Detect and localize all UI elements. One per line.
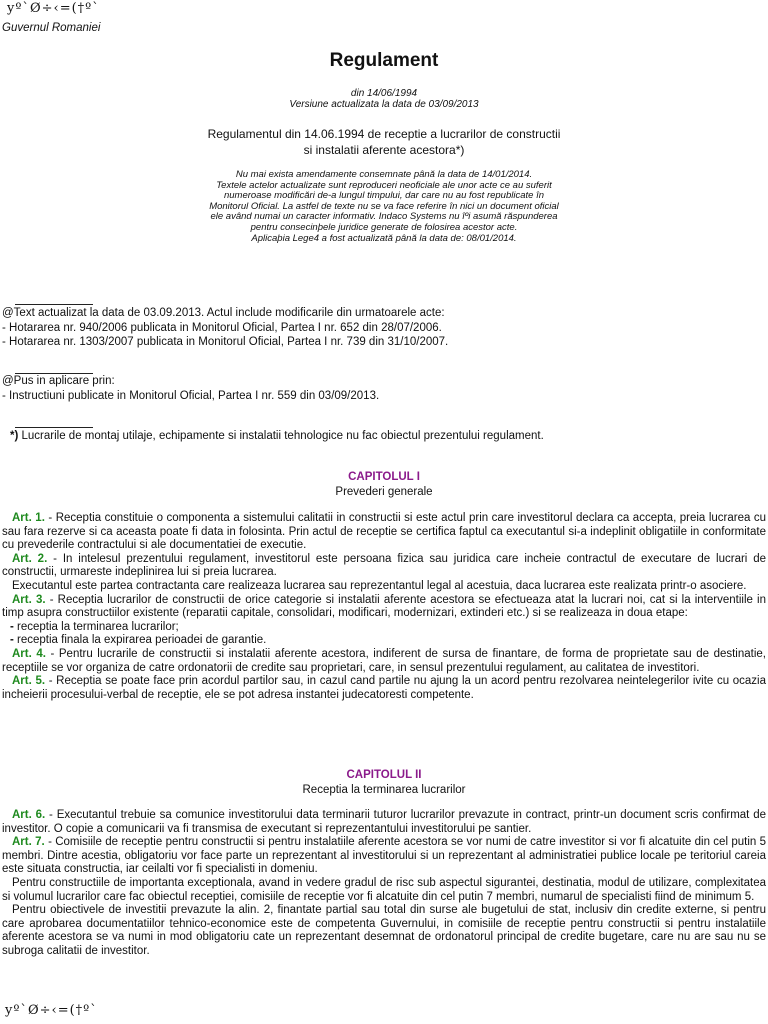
footnote-text: Lucrarile de montaj utilaje, echipamente si instalatii tehnologice nu fac obiectul prezentului regulament. — [18, 430, 544, 442]
document-title: Regulament — [329, 50, 439, 71]
chapter-label: CAPITOLUL I — [348, 471, 420, 483]
article-5 — [2, 675, 766, 702]
article-label: Art. 2. — [12, 552, 48, 565]
article-text: - Executantul trebuie sa comunice investitorului data terminarii tuturor lucrarilor prevazute in contract, printr-un document scris confirmat de investitor. O copie a comunicarii va fi transmisa de executant si reprezentantului investitorului pe santier. — [2, 809, 766, 835]
article-text: - Comisiile de receptie pentru constructii si pentru instalatiile aferente acestora se vor numi de catre investitor si vor fi alcatuite din cel putin 5 membri. Dintre acestia, obligatoriu vor face parte un reprezentant al investitorului si un reprezentant al administratiei publice locale pe teritoriul careia este situata constructia, iar ceilalti vor fi specialisti in domeniu. — [2, 836, 767, 876]
separator-rule — [15, 427, 93, 428]
note-line: @Pus in aplicare prin: — [2, 375, 115, 387]
note-line: - Instructiuni publicate in Monitorul Oficial, Partea I nr. 559 din 03/09/2013. — [2, 389, 380, 402]
disclaimer-line: numeroase modificări de-a lungul timpului, dar care nu au fost republicate în — [223, 190, 544, 202]
article-6 — [2, 809, 766, 836]
disclaimer-line: Monitorul Oficial. La astfel de texte nu se va face referire în nici un document oficial — [209, 200, 559, 212]
chapter-name: Prevederi generale — [335, 485, 433, 498]
note-line: - Hotararea nr. 1303/2007 publicata in Monitorul Oficial, Partea I nr. 739 din 31/10/2007. — [2, 336, 449, 348]
note-line: - Hotararea nr. 940/2006 publicata in Monitorul Oficial, Partea I nr. 652 din 28/07/2006. — [2, 321, 442, 334]
chapter-2-heading — [0, 768, 768, 797]
article-text: - Pentru lucrarile de constructii si instalatii aferente acestora, indiferent de sursa de finantare, de forma de proprietate sau de destinatie, receptiile se vor organiza de catre ordonatorii de credite sau proprietari, care, in sensul prezentului regulament, au calitatea de investitori. — [2, 647, 766, 674]
disclaimer-line: Nu mai exista amendamente consemnate până la data de 14/01/2014. — [235, 169, 533, 180]
version-line: Versiune actualizata la data de 03/09/2013 — [289, 99, 479, 110]
article-paragraph: Pentru obiectivele de investitii prevazute la alin. 2, finantate partial sau total din surse ale bugetului de stat, inclusiv din credite externe, si pentru care aprobarea documentatiilor tehnico-economice este de competenta Guvernului, in comisiile de receptie pentru constructii si pentru instalatiile aferente acestora se va numi in mod obligatoriu cate un reprezentant desemnat de ordonatorul principal de credite bugetare, care nu are sau nu se subroga calitatii de investitor. — [2, 904, 766, 957]
article-text: - Receptia constituie o componenta a sistemului calitatii in constructii si este actul prin care investitorul declara ca accepta, preia lucrarea cu sau fara rezerve si ca aceasta poate fi data in folosinta. Prin actul de receptie se certifica faptul ca executantul si-a indeplinit obligatiile in conformitate cu prevederile contractului si ale documentatiei de executie. — [2, 512, 766, 552]
article-label: Art. 7. — [12, 836, 45, 849]
update-note — [2, 306, 762, 350]
article-text: - In intelesul prezentului regulament, investitorul este persoana fizica sau juridica care incheie contractul de executare de lucrari de constructii, urmareste indeplinirea lui si preia lucrarea. — [2, 552, 767, 579]
apply-note — [2, 374, 762, 403]
issuer-name: Guvernul Romaniei — [2, 22, 101, 34]
chapter-1-body — [2, 512, 766, 702]
list-item: - receptia finala la expirarea perioadei de garantie. — [10, 634, 267, 647]
footnote — [10, 429, 768, 444]
disclaimer-line: Aplicaþia Lege4 a fost actualizată până la data de: 08/01/2014. — [251, 232, 517, 244]
disclaimer-line: Textele actelor actualizate sunt reproduceri neoficiale ale unor acte ce au suferit — [216, 179, 552, 191]
disclaimer — [0, 170, 768, 244]
article-label: Art. 6. — [12, 809, 46, 821]
document-subtitle — [0, 127, 768, 158]
chapter-name: Receptia la terminarea lucrarilor — [302, 783, 466, 796]
article-label: Art. 5. — [12, 675, 46, 688]
article-3 — [2, 594, 766, 621]
footer-code: yº`Ø÷‹=(†º` — [5, 1003, 98, 1018]
article-label: Art. 3. — [12, 593, 46, 606]
article-paragraph: Executantul este partea contractanta care realizeaza lucrarea sau reprezentantul legal al acestuia, daca lucrarea este realizata printr-o asociere. — [12, 579, 747, 592]
note-line: @Text actualizat la data de 03.09.2013. Actul include modificarile din urmatoarele acte: — [2, 307, 445, 319]
header-code: yº`Ø÷‹=(†º` — [7, 1, 100, 16]
article-4 — [2, 648, 766, 675]
subtitle-line: si instalatii aferente acestora*) — [303, 142, 465, 157]
chapter-1-heading — [0, 470, 768, 499]
article-text: - Receptia se poate face prin acordul partilor sau, in cazul cand partile nu ajung la un acord pentru rezolvarea neintelegerilor ivite cu ocazia incheierii procesului-verbal de receptie, ele se pot adresa instantei judecatoresti competente. — [2, 675, 767, 701]
chapter-2-body — [2, 809, 766, 959]
article-2 — [2, 553, 766, 580]
article-label: Art. 1. — [12, 512, 45, 524]
date-line: din 14/06/1994 — [350, 88, 418, 99]
article-7 — [2, 836, 766, 877]
footnote-marker: *) — [10, 430, 19, 442]
disclaimer-line: pentru consecinþele juridice generate de folosirea acestor acte. — [250, 221, 518, 233]
article-label: Art. 4. — [12, 647, 46, 660]
subtitle-line: Regulamentul din 14.06.1994 de receptie a lucrarilor de constructii — [207, 127, 561, 141]
list-item: - receptia la terminarea lucrarilor; — [10, 620, 179, 633]
chapter-label: CAPITOLUL II — [346, 769, 422, 781]
article-text: - Receptia lucrarilor de constructii de orice categorie si instalatii aferente acestora se efectueaza atat la lucrari noi, cat si la interventiile in timp asupra constructiilor existente (reparatii capitale, consolidari, modificari, modernizari, extinderi etc.) si se realizeaza in doua etape: — [2, 593, 766, 620]
separator-rule — [15, 304, 93, 305]
article-paragraph: Pentru constructiile de importanta exceptionala, avand in vedere gradul de risc sub aspectul sigurantei, destinatia, modul de utilizare, complexitatea si volumul lucrarilor care fac obiectul receptiei, comisiile de receptie vor fi alcatuite din cel putin 7 membri, numarul de specialisti fiind de minimum 5. — [2, 876, 766, 903]
disclaimer-line: ele având numai un caracter informativ. Indaco Systems nu îºi asumă răspunderea — [210, 211, 558, 223]
article-1 — [2, 512, 766, 553]
